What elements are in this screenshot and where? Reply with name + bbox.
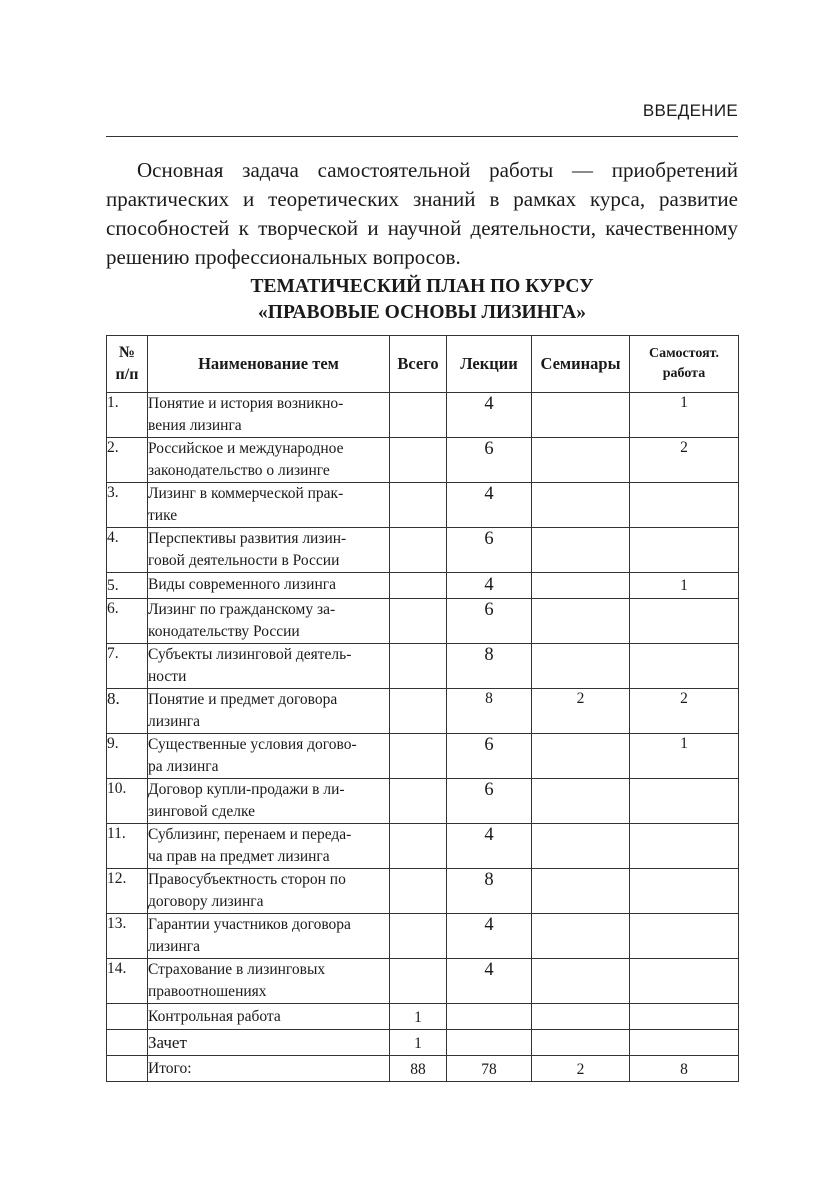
row-seminars: [532, 779, 630, 824]
row-self-study: 2: [630, 438, 739, 483]
row-lectures: 4: [447, 959, 532, 1004]
table-row-total: [107, 1056, 739, 1082]
intro-paragraph: Основная задача самостоятельной работы — приобретений практических и теоретических знаний в рамках курса, развитие способностей к творческой и научной деятельности, качественному решению профессиональных вопросов.: [106, 158, 738, 269]
row-topic-line: Перспективы развития лизин-: [148, 530, 347, 547]
table-row: [107, 393, 739, 438]
row-seminars: [532, 869, 630, 914]
row-self-study: [630, 914, 739, 959]
row-seminars: [532, 483, 630, 528]
row-number-empty: [107, 1004, 148, 1030]
table-row: [107, 599, 739, 644]
row-topic-line: Российское и международное: [148, 440, 344, 457]
table-row: [107, 914, 739, 959]
row-total: [390, 779, 447, 824]
row-topic-line: Виды современного лизинга: [148, 576, 336, 593]
row-lectures: 4: [447, 483, 532, 528]
row-total: [390, 824, 447, 869]
row-topic-line: говой деятельности в России: [148, 552, 340, 569]
plan-title: [106, 274, 738, 326]
row-topic: [148, 869, 390, 914]
row-topic-line: зинговой сделке: [148, 803, 255, 820]
row-number: 6.: [107, 599, 148, 644]
row-seminars: 2: [532, 689, 630, 734]
row-topic-line: Лизинг по гражданскому за-: [148, 601, 336, 618]
row-self-study: [630, 869, 739, 914]
col-header-total: Всего: [390, 336, 447, 393]
row-topic: [148, 438, 390, 483]
row-seminars: [532, 644, 630, 689]
row-topic: [148, 644, 390, 689]
table-row: [107, 438, 739, 483]
row-lectures: 4: [447, 914, 532, 959]
row-lectures: 6: [447, 734, 532, 779]
table-row: [107, 734, 739, 779]
row-number: 7.: [107, 644, 148, 689]
table-row-credit: [107, 1030, 739, 1056]
row-topic-line: лизинга: [148, 938, 200, 955]
table-row: [107, 483, 739, 528]
row-number: 3.: [107, 483, 148, 528]
row-total: 88: [390, 1056, 447, 1082]
table-row: [107, 959, 739, 1004]
row-total: 1: [390, 1004, 447, 1030]
row-total: [390, 528, 447, 573]
row-total: [390, 959, 447, 1004]
col-header-self-study: [630, 336, 739, 393]
row-seminars: [532, 959, 630, 1004]
row-seminars: [532, 573, 630, 599]
row-topic-line: ча прав на предмет лизинга: [148, 848, 330, 865]
table-row: [107, 644, 739, 689]
row-lectures: [447, 1030, 532, 1056]
row-number: 9.: [107, 734, 148, 779]
row-topic-line: конодательству России: [148, 623, 300, 640]
row-total: [390, 869, 447, 914]
row-topic-line: Субъекты лизинговой деятель-: [148, 646, 352, 663]
row-total: [390, 599, 447, 644]
row-self-study: [630, 959, 739, 1004]
row-self-study: [630, 483, 739, 528]
row-number: 5.: [107, 573, 148, 599]
row-seminars: [532, 599, 630, 644]
row-topic-line: Существенные условия догово-: [148, 736, 357, 753]
row-topic-line: правоотношениях: [148, 983, 267, 1000]
row-number: 13.: [107, 914, 148, 959]
row-topic-line: Понятие и история возникно-: [148, 395, 344, 412]
row-self-study: [630, 528, 739, 573]
table-row: [107, 779, 739, 824]
row-total: [390, 914, 447, 959]
row-topic: Зачет: [148, 1030, 390, 1056]
row-self-study: [630, 599, 739, 644]
row-lectures: 8: [447, 644, 532, 689]
row-seminars: [532, 734, 630, 779]
row-topic-line: вения лизинга: [148, 417, 242, 434]
row-seminars: [532, 1030, 630, 1056]
row-lectures: 4: [447, 573, 532, 599]
row-self-study: 8: [630, 1056, 739, 1082]
row-self-study: 2: [630, 689, 739, 734]
table-row-control-work: [107, 1004, 739, 1030]
row-lectures: 6: [447, 779, 532, 824]
row-lectures: 78: [447, 1056, 532, 1082]
col-header-topic: Наименование тем: [148, 336, 390, 393]
row-topic: [148, 393, 390, 438]
row-self-study: 1: [630, 393, 739, 438]
col-header-number-line-1: №: [118, 344, 136, 361]
row-topic-line: ности: [148, 668, 187, 685]
row-topic: [148, 779, 390, 824]
row-lectures: 4: [447, 393, 532, 438]
header-rule: [106, 136, 738, 137]
row-seminars: [532, 824, 630, 869]
row-seminars: [532, 393, 630, 438]
row-topic-line: Правосубъектность сторон по: [148, 871, 346, 888]
row-self-study: [630, 644, 739, 689]
row-seminars: [532, 528, 630, 573]
table-header-row: [107, 336, 739, 393]
row-lectures: 6: [447, 438, 532, 483]
row-seminars: 2: [532, 1056, 630, 1082]
row-topic: Итого:: [148, 1056, 390, 1082]
row-topic-line: лизинга: [148, 713, 200, 730]
col-header-self-study-line-1: Самостоят.: [649, 346, 719, 361]
row-total: [390, 734, 447, 779]
table-row: [107, 869, 739, 914]
row-total: 1: [390, 1030, 447, 1056]
row-total: [390, 438, 447, 483]
col-header-seminars: Семинары: [532, 336, 630, 393]
row-topic: Контрольная работа: [148, 1004, 390, 1030]
row-number: 10.: [107, 779, 148, 824]
row-topic-line: законодательство о лизинге: [148, 462, 330, 479]
row-topic: [148, 914, 390, 959]
row-topic: [148, 959, 390, 1004]
row-self-study: [630, 824, 739, 869]
table-row: [107, 573, 739, 599]
row-lectures: 6: [447, 599, 532, 644]
row-number: 11.: [107, 824, 148, 869]
row-total: [390, 689, 447, 734]
row-lectures: [447, 1004, 532, 1030]
row-number: 4.: [107, 528, 148, 573]
row-topic: [148, 824, 390, 869]
row-topic: [148, 689, 390, 734]
plan-title-line-2: «ПРАВОВЫЕ ОСНОВЫ ЛИЗИНГА»: [258, 302, 586, 323]
row-topic: [148, 599, 390, 644]
running-header: ВВЕДЕНИЕ: [642, 101, 738, 120]
row-seminars: [532, 438, 630, 483]
row-number: 8.: [107, 689, 148, 734]
row-total: [390, 393, 447, 438]
row-self-study: 1: [630, 573, 739, 599]
row-number: 14.: [107, 959, 148, 1004]
row-number: 2.: [107, 438, 148, 483]
row-self-study: [630, 1030, 739, 1056]
table-row: [107, 824, 739, 869]
row-number: 12.: [107, 869, 148, 914]
row-topic-line: тике: [148, 507, 178, 524]
row-topic-line: ра лизинга: [148, 758, 219, 775]
row-total: [390, 483, 447, 528]
row-lectures: 8: [447, 689, 532, 734]
plan-title-line-1: ТЕМАТИЧЕСКИЙ ПЛАН ПО КУРСУ: [250, 276, 594, 297]
row-number-empty: [107, 1056, 148, 1082]
row-topic: [148, 734, 390, 779]
row-self-study: [630, 779, 739, 824]
row-self-study: 1: [630, 734, 739, 779]
row-seminars: [532, 914, 630, 959]
row-topic: [148, 483, 390, 528]
row-topic: [148, 573, 390, 599]
col-header-number-line-2: п/п: [115, 366, 139, 383]
row-self-study: [630, 1004, 739, 1030]
row-number-empty: [107, 1030, 148, 1056]
col-header-self-study-line-2: работа: [662, 366, 706, 381]
row-number: 1.: [107, 393, 148, 438]
row-topic-line: Понятие и предмет договора: [148, 691, 338, 708]
row-topic-line: Страхование в лизинговых: [148, 961, 326, 978]
row-topic-line: Лизинг в коммерческой прак-: [148, 485, 344, 502]
row-lectures: 8: [447, 869, 532, 914]
row-topic-line: Гарантии участников договора: [148, 916, 351, 933]
row-topic: [148, 528, 390, 573]
row-total: [390, 644, 447, 689]
row-lectures: 6: [447, 528, 532, 573]
col-header-lectures: Лекции: [447, 336, 532, 393]
row-lectures: 4: [447, 824, 532, 869]
table-row: [107, 528, 739, 573]
thematic-plan-table: [106, 335, 739, 1082]
row-seminars: [532, 1004, 630, 1030]
row-topic-line: Договор купли-продажи в ли-: [148, 781, 345, 798]
row-topic-line: Сублизинг, перенаем и переда-: [148, 826, 352, 843]
row-topic-line: договору лизинга: [148, 893, 264, 910]
col-header-number: [107, 336, 148, 393]
table-row: [107, 689, 739, 734]
row-total: [390, 573, 447, 599]
